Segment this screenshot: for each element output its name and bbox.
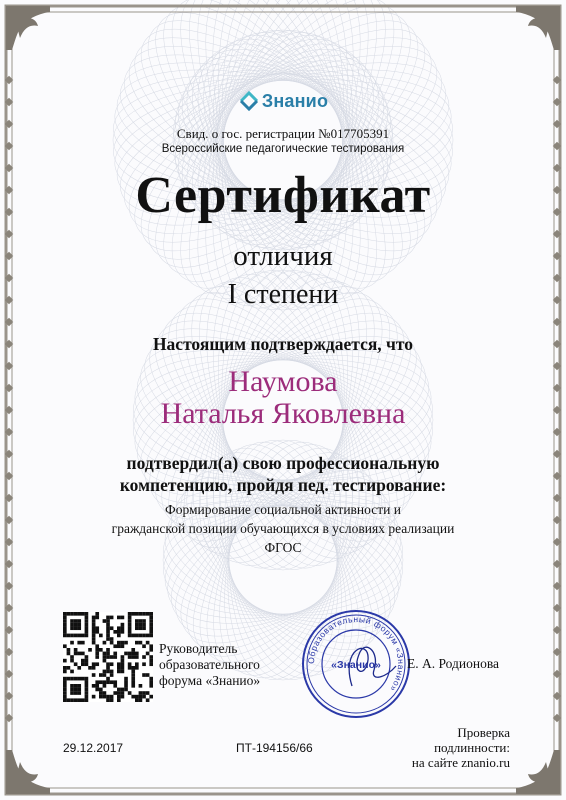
issue-date: 29.12.2017	[63, 741, 124, 755]
degree-line-1: отличия	[233, 240, 333, 272]
head-line-1: Руководитель	[159, 641, 238, 656]
verify-link[interactable]: на сайте znanio.ru	[411, 755, 510, 770]
svg-text:Образовательный форум «Знанио»	[306, 614, 406, 694]
verify-line-2: подлинности:	[434, 740, 510, 755]
brand-name: Знанио	[261, 90, 329, 111]
brand-logo	[0, 90, 566, 117]
confirm-text: Настоящим подтверждается, что	[152, 334, 414, 354]
document-number: ПТ-194156/66	[236, 741, 313, 755]
certificate-title: Сертификат	[135, 167, 431, 224]
registration-number: Свид. о гос. регистрации №017705391	[176, 126, 390, 141]
test-name-line-1: Формирование социальной активности и	[165, 502, 401, 517]
head-line-2: образовательного	[159, 657, 260, 672]
official-stamp	[300, 608, 412, 720]
signer-name: Е. А. Родионова	[407, 656, 500, 671]
stamp-ring-text: Образовательный форум «Знанио»	[305, 613, 407, 694]
test-name-line-2: гражданской позиции обучающихся в условиях реализации	[111, 521, 455, 536]
achievement-line-1: подтвердил(а) свою профессиональную	[126, 453, 440, 473]
recipient-surname: Наумова	[228, 365, 338, 398]
recipient-given-names: Наталья Яковлевна	[160, 397, 406, 430]
verification-note	[380, 725, 510, 770]
subtitle: Всероссийские педагогические тестирования	[161, 143, 405, 155]
head-title	[159, 641, 260, 689]
head-line-3: форума «Знанио»	[159, 673, 261, 688]
achievement-line-2: компетенцию, пройдя пед. тестирование:	[119, 475, 447, 495]
brand-icon	[238, 90, 260, 112]
stamp-center-text: «Знанио»	[331, 659, 381, 671]
test-name-line-3: ФГОС	[264, 540, 302, 555]
qr-code[interactable]	[63, 612, 153, 702]
degree-line-2: I степени	[227, 279, 339, 310]
verify-line-1: Проверка	[457, 725, 510, 740]
